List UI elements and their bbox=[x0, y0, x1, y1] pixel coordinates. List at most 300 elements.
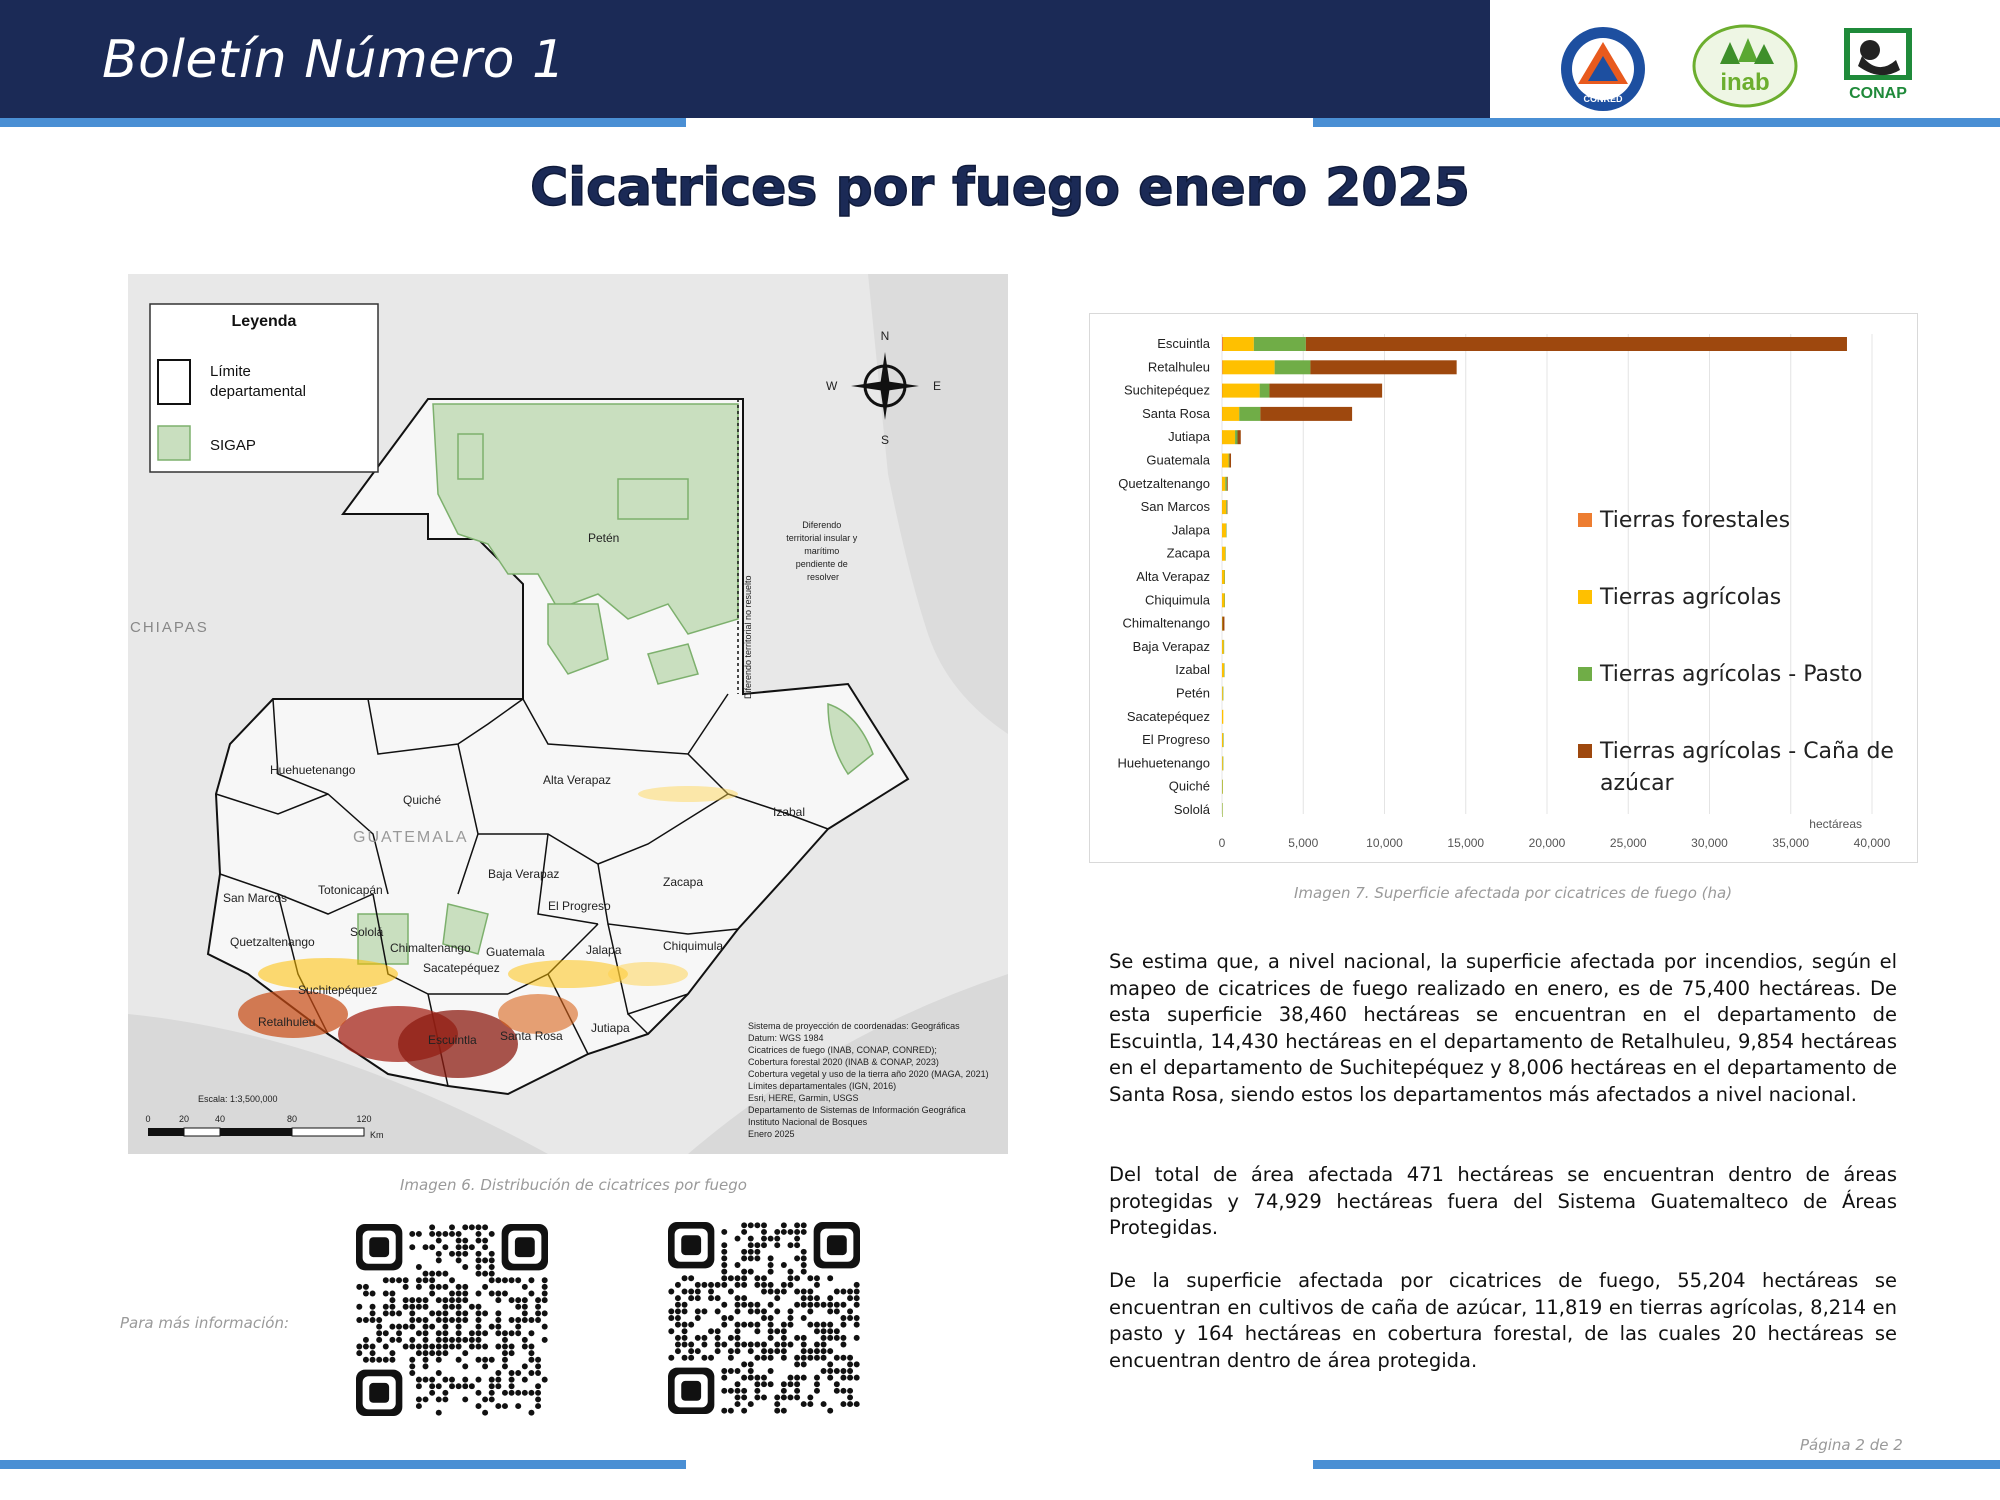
qr-module bbox=[476, 1291, 482, 1297]
qr-module bbox=[449, 1297, 455, 1303]
qr-module bbox=[476, 1264, 482, 1270]
x-tick-label: 15,000 bbox=[1447, 836, 1485, 850]
legend-item-sigap: SIGAP bbox=[210, 437, 256, 454]
scale-tick-120: 120 bbox=[356, 1114, 372, 1124]
qr-module bbox=[741, 1361, 747, 1367]
qr-module bbox=[436, 1370, 442, 1376]
qr-module bbox=[768, 1302, 774, 1308]
qr-module bbox=[761, 1236, 767, 1242]
qr-module bbox=[688, 1348, 694, 1354]
qr-module bbox=[528, 1370, 534, 1376]
qr-module bbox=[423, 1396, 429, 1402]
qr-module bbox=[409, 1304, 415, 1310]
qr-module bbox=[794, 1242, 800, 1248]
qr-module bbox=[847, 1368, 853, 1374]
qr-module bbox=[682, 1322, 688, 1328]
qr-module bbox=[682, 1302, 688, 1308]
qr-module bbox=[383, 1277, 389, 1283]
qr-module bbox=[794, 1355, 800, 1361]
qr-module bbox=[409, 1231, 415, 1237]
bar-segment bbox=[1222, 523, 1226, 537]
qr-module bbox=[721, 1242, 727, 1248]
qr-module bbox=[695, 1348, 701, 1354]
qr-module bbox=[476, 1337, 482, 1343]
dept-label-chiquimula: Chiquimula bbox=[663, 939, 724, 953]
legend-label-agricolas: Tierras agrícolas bbox=[1600, 585, 1782, 610]
qr-module bbox=[721, 1368, 727, 1374]
qr-module bbox=[768, 1315, 774, 1321]
qr-module bbox=[403, 1324, 409, 1330]
category-label: Suchitepéquez bbox=[1123, 382, 1210, 398]
qr-module bbox=[522, 1317, 528, 1323]
qr-module bbox=[708, 1328, 714, 1334]
body-paragraph-3: De la superficie afectada por cicatrices de fuego, 55,204 hectáreas se encuentran en cultivos de caña de azúcar, 11,819 en tierras agrícolas, 8,214 en pasto y 164 hectáreas en cobertura forestal, de las cuales 20 hectáreas se encuentran dentro de área protegida. bbox=[1109, 1269, 1897, 1372]
qr-module bbox=[781, 1388, 787, 1394]
qr-module bbox=[821, 1355, 827, 1361]
qr-module bbox=[482, 1271, 488, 1277]
qr-module bbox=[456, 1344, 462, 1350]
qr-module bbox=[476, 1271, 482, 1277]
qr-module bbox=[456, 1257, 462, 1263]
x-tick-label: 5,000 bbox=[1288, 836, 1319, 850]
qr-module bbox=[735, 1381, 741, 1387]
qr-module bbox=[363, 1317, 369, 1323]
qr-module bbox=[834, 1381, 840, 1387]
qr-module bbox=[522, 1310, 528, 1316]
qr-module bbox=[509, 1277, 515, 1283]
qr-module bbox=[449, 1337, 455, 1343]
qr-module bbox=[781, 1322, 787, 1328]
qr-module bbox=[429, 1390, 435, 1396]
dept-label-izabal: Izabal bbox=[773, 805, 806, 819]
qr-finder-center bbox=[681, 1381, 701, 1401]
qr-module bbox=[728, 1335, 734, 1341]
qr-module bbox=[409, 1363, 415, 1369]
qr-module bbox=[462, 1251, 468, 1257]
qr-module bbox=[847, 1315, 853, 1321]
qr-module bbox=[754, 1375, 760, 1381]
qr-module bbox=[761, 1375, 767, 1381]
dept-label-baja-verapaz: Baja Verapaz bbox=[488, 867, 560, 881]
qr-module bbox=[814, 1328, 820, 1334]
qr-module bbox=[675, 1308, 681, 1314]
map-legend-title: Leyenda bbox=[231, 313, 297, 330]
qr-module bbox=[462, 1363, 468, 1369]
scale-tick-0: 0 bbox=[145, 1114, 151, 1124]
qr-module bbox=[735, 1394, 741, 1400]
qr-module bbox=[436, 1410, 442, 1416]
qr-module bbox=[721, 1375, 727, 1381]
bar-segment bbox=[1222, 687, 1223, 701]
qr-module bbox=[456, 1337, 462, 1343]
qr-module bbox=[768, 1335, 774, 1341]
qr-module bbox=[761, 1242, 767, 1248]
qr-module bbox=[728, 1289, 734, 1295]
qr-module bbox=[469, 1344, 475, 1350]
qr-module bbox=[834, 1335, 840, 1341]
category-label: Jalapa bbox=[1171, 522, 1210, 538]
qr-module bbox=[721, 1262, 727, 1268]
qr-module bbox=[482, 1284, 488, 1290]
qr-module bbox=[801, 1355, 807, 1361]
qr-module bbox=[821, 1348, 827, 1354]
qr-module bbox=[462, 1284, 468, 1290]
qr-module bbox=[469, 1337, 475, 1343]
qr-module bbox=[436, 1257, 442, 1263]
qr-module bbox=[403, 1284, 409, 1290]
qr-module bbox=[827, 1348, 833, 1354]
qr-module bbox=[741, 1302, 747, 1308]
qr-module bbox=[721, 1302, 727, 1308]
x-tick-label: 30,000 bbox=[1691, 836, 1728, 850]
dispute-note: Diferendo territorial insular y marítimo pendiente de resolver bbox=[786, 520, 858, 582]
qr-module bbox=[389, 1297, 395, 1303]
qr-module bbox=[489, 1277, 495, 1283]
bar-segment bbox=[1239, 407, 1260, 421]
qr-module bbox=[781, 1408, 787, 1414]
qr-module bbox=[728, 1388, 734, 1394]
qr-module bbox=[728, 1408, 734, 1414]
legend-label-cana-line1: Tierras agrícolas - Caña de bbox=[1600, 739, 1894, 764]
qr-module bbox=[788, 1315, 794, 1321]
bar-segment bbox=[1224, 570, 1225, 584]
qr-module bbox=[456, 1297, 462, 1303]
qr-code-1[interactable] bbox=[356, 1224, 548, 1420]
qr-module bbox=[449, 1377, 455, 1383]
qr-module bbox=[768, 1348, 774, 1354]
qr-module bbox=[735, 1342, 741, 1348]
qr-module bbox=[801, 1375, 807, 1381]
qr-module bbox=[721, 1342, 727, 1348]
qr-module bbox=[840, 1368, 846, 1374]
qr-module bbox=[469, 1244, 475, 1250]
qr-module bbox=[774, 1348, 780, 1354]
bar-segment bbox=[1306, 337, 1847, 351]
qr-module bbox=[840, 1355, 846, 1361]
compass-e: E bbox=[933, 379, 942, 393]
qr-module bbox=[442, 1337, 448, 1343]
qr-module bbox=[423, 1377, 429, 1383]
qr-module bbox=[735, 1322, 741, 1328]
bar-segment bbox=[1225, 547, 1226, 561]
qr-module bbox=[515, 1390, 521, 1396]
qr-module bbox=[442, 1390, 448, 1396]
qr-module bbox=[781, 1381, 787, 1387]
bar-segment bbox=[1235, 430, 1237, 444]
category-label: Alta Verapaz bbox=[1136, 569, 1210, 584]
qr-module bbox=[542, 1337, 548, 1343]
legend-swatch-agricolas bbox=[1578, 590, 1592, 604]
qr-module bbox=[456, 1383, 462, 1389]
qr-module bbox=[370, 1310, 376, 1316]
qr-module bbox=[436, 1310, 442, 1316]
category-label: Sacatepéquez bbox=[1126, 708, 1210, 724]
qr-module bbox=[781, 1229, 787, 1235]
qr-module bbox=[807, 1401, 813, 1407]
qr-module bbox=[794, 1394, 800, 1400]
qr-module bbox=[495, 1310, 501, 1316]
qr-module bbox=[462, 1297, 468, 1303]
qr-module bbox=[515, 1297, 521, 1303]
qr-module bbox=[476, 1304, 482, 1310]
qr-module bbox=[801, 1262, 807, 1268]
qr-module bbox=[495, 1324, 501, 1330]
qr-module bbox=[788, 1242, 794, 1248]
qr-module bbox=[695, 1289, 701, 1295]
qr-module bbox=[522, 1363, 528, 1369]
qr-module bbox=[436, 1284, 442, 1290]
bar-chart bbox=[1089, 313, 1918, 863]
qr-module bbox=[495, 1297, 501, 1303]
legend-swatch-pasto bbox=[1578, 667, 1592, 681]
bar-segment bbox=[1223, 756, 1224, 770]
qr-module bbox=[522, 1304, 528, 1310]
qr-module bbox=[409, 1357, 415, 1363]
qr-module bbox=[389, 1277, 395, 1283]
legend-swatch-cana bbox=[1578, 744, 1592, 758]
qr-module bbox=[801, 1295, 807, 1301]
qr-module bbox=[442, 1330, 448, 1336]
qr-module bbox=[383, 1357, 389, 1363]
qr-module bbox=[535, 1310, 541, 1316]
qr-module bbox=[509, 1390, 515, 1396]
qr-module bbox=[416, 1344, 422, 1350]
qr-module bbox=[668, 1315, 674, 1321]
qr-module bbox=[383, 1304, 389, 1310]
qr-module bbox=[794, 1229, 800, 1235]
qr-module bbox=[834, 1388, 840, 1394]
qr-module bbox=[721, 1315, 727, 1321]
dept-label-suchitepequez: Suchitepéquez bbox=[298, 983, 378, 997]
conap-logo-text: CONAP bbox=[1849, 85, 1907, 102]
qr-module bbox=[715, 1348, 721, 1354]
category-label: Baja Verapaz bbox=[1132, 638, 1210, 654]
qr-module bbox=[708, 1289, 714, 1295]
qr-module bbox=[502, 1350, 508, 1356]
qr-module bbox=[462, 1291, 468, 1297]
qr-module bbox=[476, 1317, 482, 1323]
qr-module bbox=[356, 1350, 362, 1356]
qr-module bbox=[423, 1304, 429, 1310]
body-paragraph-2: Del total de área afectada 471 hectáreas se encuentran dentro de áreas protegidas y 74,929 hectáreas fuera del Sistema Guatemalteco de Áreas Protegidas. bbox=[1109, 1163, 1897, 1239]
qr-module bbox=[754, 1222, 760, 1228]
qr-module bbox=[768, 1269, 774, 1275]
qr-module bbox=[768, 1368, 774, 1374]
qr-module bbox=[528, 1357, 534, 1363]
qr-module bbox=[482, 1310, 488, 1316]
qr-module bbox=[768, 1322, 774, 1328]
qr-module bbox=[436, 1396, 442, 1402]
qr-module bbox=[442, 1310, 448, 1316]
qr-module bbox=[668, 1328, 674, 1334]
dept-label-sacatepequez: Sacatepéquez bbox=[423, 961, 500, 975]
qr-module bbox=[442, 1297, 448, 1303]
qr-module bbox=[761, 1348, 767, 1354]
qr-module bbox=[449, 1251, 455, 1257]
qr-module bbox=[794, 1375, 800, 1381]
qr-module bbox=[436, 1350, 442, 1356]
qr-module bbox=[383, 1344, 389, 1350]
qr-module bbox=[403, 1277, 409, 1283]
dept-label-alta-verapaz: Alta Verapaz bbox=[543, 773, 612, 787]
qr-module bbox=[469, 1304, 475, 1310]
qr-module bbox=[834, 1355, 840, 1361]
country-label: GUATEMALA bbox=[353, 829, 469, 846]
qr-module bbox=[535, 1396, 541, 1402]
qr-module bbox=[442, 1396, 448, 1402]
qr-module bbox=[721, 1275, 727, 1281]
qr-module bbox=[469, 1330, 475, 1336]
qr-module bbox=[814, 1275, 820, 1281]
qr-module bbox=[376, 1324, 382, 1330]
qr-module bbox=[774, 1242, 780, 1248]
map-metadata: Sistema de proyección de coordenadas: Geográficas Datum: WGS 1984 Cicatrices de fuego (INAB, CONAP, CONRED); Cobertura forestal 2020 (INAB & CONAP, 2023) Cobertura vegetal y uso de la tierra año 2020 (MAGA, 2021) Límites departamentales (IGN, 2016) Esri, HERE, Garmin, USGS Departamento de Sistemas de Información Geográfica Instituto Nacional de Bosques Enero 2025 bbox=[748, 1021, 989, 1139]
qr-module bbox=[363, 1357, 369, 1363]
qr-module bbox=[715, 1335, 721, 1341]
qr-finder-center bbox=[827, 1235, 847, 1255]
qr-module bbox=[462, 1337, 468, 1343]
compass-s: S bbox=[880, 433, 890, 447]
qr-module bbox=[695, 1315, 701, 1321]
qr-module bbox=[489, 1291, 495, 1297]
qr-module bbox=[774, 1328, 780, 1334]
qr-module bbox=[827, 1328, 833, 1334]
qr-module bbox=[476, 1224, 482, 1230]
qr-module bbox=[429, 1377, 435, 1383]
qr-module bbox=[436, 1344, 442, 1350]
qr-module bbox=[456, 1324, 462, 1330]
qr-module bbox=[509, 1377, 515, 1383]
qr-module bbox=[781, 1262, 787, 1268]
qr-module bbox=[456, 1317, 462, 1323]
qr-module bbox=[715, 1342, 721, 1348]
chart-category-labels bbox=[1117, 336, 1210, 817]
dept-label-quiche: Quiché bbox=[403, 793, 442, 807]
qr-module bbox=[442, 1244, 448, 1250]
qr-module bbox=[754, 1282, 760, 1288]
bar-segment bbox=[1229, 454, 1231, 468]
qr-module bbox=[721, 1255, 727, 1261]
qr-module bbox=[840, 1315, 846, 1321]
qr-module bbox=[502, 1357, 508, 1363]
qr-module bbox=[449, 1277, 455, 1283]
bar-segment bbox=[1222, 733, 1223, 747]
qr-module bbox=[840, 1401, 846, 1407]
bar-segment bbox=[1227, 477, 1228, 491]
qr-module bbox=[728, 1315, 734, 1321]
chart-tick-labels bbox=[1219, 836, 1891, 850]
qr-module bbox=[528, 1317, 534, 1323]
qr-module bbox=[814, 1375, 820, 1381]
bar-segment bbox=[1226, 523, 1227, 537]
qr-module bbox=[535, 1403, 541, 1409]
qr-module bbox=[748, 1249, 754, 1255]
qr-module bbox=[376, 1357, 382, 1363]
scale-unit: Km bbox=[370, 1130, 384, 1140]
dispute-line-label: Diferendo territorial no resuelto bbox=[743, 575, 753, 699]
inab-logo-text: inab bbox=[1720, 69, 1770, 96]
map-scale-label: Escala: 1:3,500,000 bbox=[198, 1094, 278, 1104]
qr-code-2[interactable] bbox=[668, 1222, 860, 1418]
scale-tick-80: 80 bbox=[286, 1114, 298, 1124]
qr-module bbox=[396, 1277, 402, 1283]
qr-module bbox=[542, 1291, 548, 1297]
bar-segment bbox=[1222, 756, 1223, 770]
qr-module bbox=[847, 1308, 853, 1314]
qr-module bbox=[788, 1375, 794, 1381]
qr-module bbox=[768, 1282, 774, 1288]
qr-module bbox=[735, 1302, 741, 1308]
qr-module bbox=[522, 1284, 528, 1290]
x-tick-label: 25,000 bbox=[1609, 836, 1647, 850]
qr-module bbox=[781, 1328, 787, 1334]
qr-module bbox=[482, 1357, 488, 1363]
scale-tick-40: 40 bbox=[214, 1114, 226, 1124]
category-label: Quetzaltenango bbox=[1118, 475, 1210, 491]
qr-module bbox=[509, 1330, 515, 1336]
qr-module bbox=[423, 1297, 429, 1303]
map-scale-bar bbox=[148, 1128, 364, 1136]
qr-module bbox=[528, 1350, 534, 1356]
qr-module bbox=[821, 1322, 827, 1328]
header-accent-left bbox=[0, 118, 686, 127]
category-label: Petén bbox=[1176, 685, 1210, 701]
qr-module bbox=[675, 1282, 681, 1288]
qr-module bbox=[515, 1304, 521, 1310]
qr-module bbox=[847, 1289, 853, 1295]
qr-module bbox=[741, 1282, 747, 1288]
qr-module bbox=[721, 1229, 727, 1235]
qr-module bbox=[781, 1348, 787, 1354]
qr-module bbox=[456, 1291, 462, 1297]
bar-segment bbox=[1222, 640, 1224, 654]
qr-module bbox=[768, 1255, 774, 1261]
qr-finder-center bbox=[515, 1237, 535, 1257]
qr-module bbox=[814, 1295, 820, 1301]
chiapas-label: CHIAPAS bbox=[130, 619, 209, 636]
qr-module bbox=[675, 1302, 681, 1308]
qr-module bbox=[376, 1317, 382, 1323]
qr-module bbox=[389, 1324, 395, 1330]
qr-module bbox=[728, 1275, 734, 1281]
bar-segment bbox=[1260, 384, 1270, 398]
x-tick-label: 35,000 bbox=[1772, 836, 1810, 850]
bar-segment bbox=[1222, 477, 1225, 491]
qr-module bbox=[788, 1269, 794, 1275]
qr-module bbox=[429, 1271, 435, 1277]
dept-label-totonicapan: Totonicapán bbox=[318, 883, 383, 897]
legend-swatch-forestales bbox=[1578, 513, 1592, 527]
dept-label-escuintla: Escuintla bbox=[428, 1033, 477, 1047]
qr-module bbox=[788, 1308, 794, 1314]
qr-module bbox=[721, 1322, 727, 1328]
conred-logo-text: CONRED bbox=[1583, 94, 1623, 104]
qr-module bbox=[735, 1262, 741, 1268]
qr-module bbox=[389, 1304, 395, 1310]
qr-module bbox=[801, 1302, 807, 1308]
qr-module bbox=[847, 1401, 853, 1407]
qr-module bbox=[442, 1350, 448, 1356]
bar-segment bbox=[1222, 454, 1229, 468]
qr-module bbox=[821, 1328, 827, 1334]
qr-module bbox=[748, 1302, 754, 1308]
category-label: Retalhuleu bbox=[1147, 359, 1210, 375]
qr-module bbox=[542, 1297, 548, 1303]
qr-module bbox=[423, 1277, 429, 1283]
qr-module bbox=[370, 1350, 376, 1356]
qr-module bbox=[535, 1357, 541, 1363]
category-label: Sololá bbox=[1173, 802, 1210, 817]
